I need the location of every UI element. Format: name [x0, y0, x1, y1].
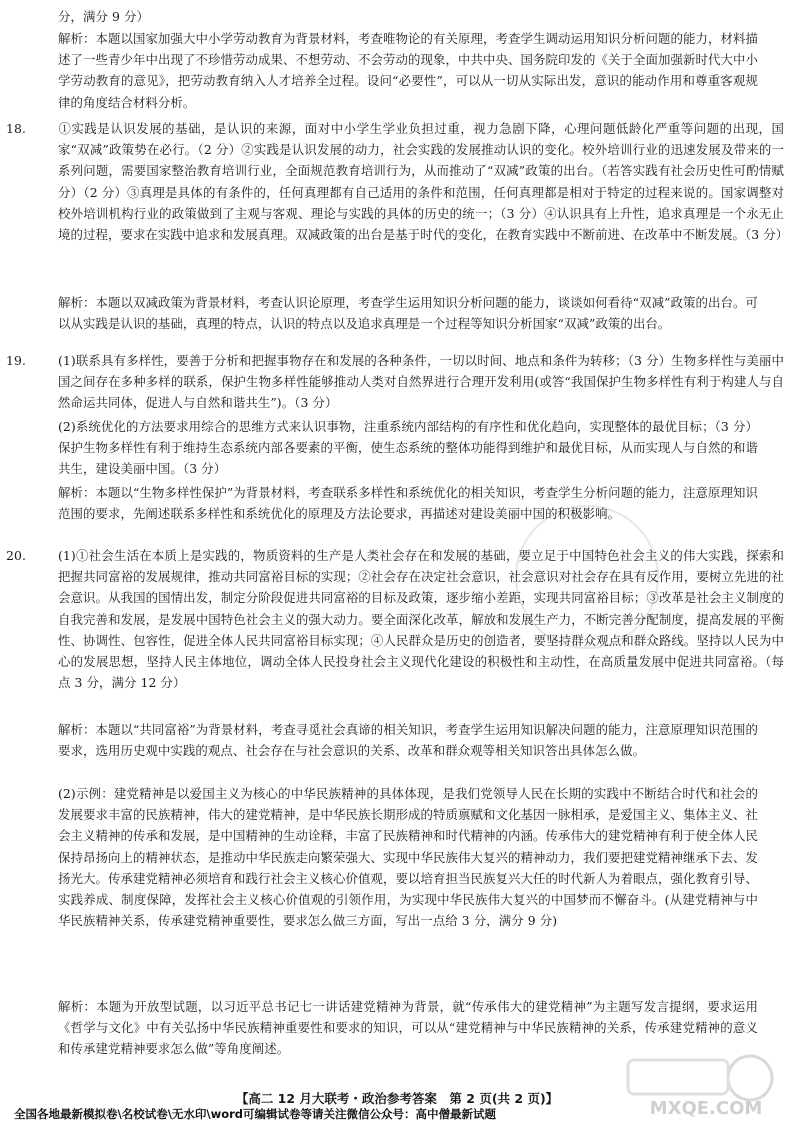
logo-text: MXQE.COM [649, 1098, 763, 1119]
q20-number: 20. [6, 548, 27, 563]
q19-part1: (1)联系具有多样性，要善于分析和把握事物存在和发展的各种条件，一切以时间、地点和条件为转移；（3 分）生物多样性与美丽中国之间存在多种多样的联系，保护生物多样性能够推动人类对自然界进行合理开发利用(或答“我国保护生物多样性有利于构建人与自然命运共同体，促进人与自然和谐共生”)。（3 分） [58, 353, 784, 411]
q19-analysis: 解析：本题以“生物多样性保护”为背景材料，考查联系多样性和系统优化的相关知识，考查学生分析问题的能力，注意原理知识范围的要求，先阐述联系多样性和系统优化的原理及方法论要求，再描述对建设美丽中国的积极影响。 [58, 485, 758, 522]
site-logo [622, 1050, 790, 1120]
q19-answer-1 [6, 350, 784, 414]
q18-answer [6, 118, 789, 245]
watermark-stamp [515, 505, 659, 649]
q19-number: 19. [6, 353, 27, 368]
q20-part2: (2)示例：建党精神是以爱国主义为核心的中华民族精神的具体体现，是我们党领导人民在长期的实践中不断结合时代和社会的发展要求丰富的民族精神，伟大的建党精神，是中华民族长期形成的特质禀赋和文化基因一脉相承，是爱国主义、集体主义、社会主义精神的传承和发展，是中国精神的生动诠释，丰富了民族精神和时代精神的内涵。传承伟大的建党精神有利于使全体人民保持昂扬向上的精神状态，是推动中华民族走向繁荣强大、实现中华民族伟大复兴的精神动力，我们要把建党精神继承下去、发扬光大。传承建党精神必须培育和践行社会主义核心价值观，要以培育担当民族复兴大任的时代新人为着眼点，强化教育引导、实践养成、制度保障，发挥社会主义核心价值观的引领作用，为实现中华民族伟大复兴的中国梦而不懈奋斗。(从建党精神与中华民族精神关系，传承建党精神重要性，要求怎么做三方面，写出一点给 3 分，满分 9 分) [58, 786, 758, 929]
q20-analysis-1: 解析：本题以“共同富裕”为背景材料，考查寻觅社会真谛的相关知识，考查学生运用知识解决问题的能力，注意原理知识范围的要求，选用历史观中实践的观点、社会存在与社会意识的关系、改革和群众观等相关知识答出具体怎么做。 [58, 722, 758, 759]
q18-analysis: 解析：本题以双减政策为背景材料，考查认识论原理，考查学生运用知识分析问题的能力，谈谈如何看待“双减”政策的出台。可以从实践是认识的基础，真理的特点，认识的特点以及追求真理是一个过程等知识分析国家“双减”政策的出台。 [58, 295, 758, 332]
q17-score-tail: 分，满分 9 分） [58, 9, 150, 24]
q20-analysis-2: 解析：本题为开放型试题，以习近平总书记七一讲话建党精神为背景，就“传承伟大的建党精神”为主题写发言提纲，要求运用《哲学与文化》中有关弘扬中华民族精神重要性和要求的知识，可以从“建党精神与中华民族精神的关系，传承建党精神的意义和传承建党精神要求怎么做”等角度阐述。 [58, 999, 758, 1057]
q18-body: ①实践是认识发展的基础，是认识的来源，面对中小学生学业负担过重，视力急剧下降，心理问题低龄化严重等问题的出现，国家“双减”政策势在必行。（2 分）②实践是认识发展的动力，社会实践的发展推动认识的变化。校外培训行业的迅速发展及带来的一系列问题，需要国家整治教育培训行业，全面规范教育培训行为，从而推动了“双减”政策的出台。（若答实践有社会历史性可酌情赋分）（2 分）③真理是具体的有条件的，任何真理都有自己适用的条件和范围，任何真理都是相对于特定的过程来说的。国家调整对校外培训机构行业的政策做到了主观与客观、理论与实践的具体的历史的统一；（3 分）④认识具有上升性，追求真理是一个永无止境的过程，要求在实践中追求和发展真理。双减政策的出台是基于时代的变化，在教育实践中不断前进、在改革中不断发展。（3 分） [58, 121, 789, 243]
q20-part1: (1)①社会生活在本质上是实践的，物质资料的生产是人类社会存在和发展的基础，要立足于中国特色社会主义的伟大实践，探索和把握共同富裕的发展规律，推动共同富裕目标的实现；②社会存在决定社会意识，社会意识对社会存在具有反作用，要树立先进的社会意识。从我国的国情出发，制定分阶段促进共同富裕的目标及政策，逐步缩小差距，实现共同富裕目标；③改革是社会主义制度的自我完善和发展，是发展中国特色社会主义的强大动力。要全面深化改革，解放和发展生产力，不断完善分配制度，提高发展的平衡性、协调性、包容性，促进全体人民共同富裕目标实现；④人民群众是历史的创造者，要坚持群众观点和群众路线。坚持以人民为中心的发展思想，坚持人民主体地位，调动全体人民投身社会主义现代化建设的积极性和主动性，在高质量发展中促进共同富裕。（每点 3 分，满分 12 分） [58, 548, 784, 691]
q19-part2: (2)系统优化的方法要求用综合的思维方式来认识事物，注重系统内部结构的有序性和优化趋向，实现整体的最优目标；（3 分）保护生物多样性有利于维持生态系统内部各要素的平衡，使生态系统的整体功能得到维护和最优目标，从而实现人与自然的和谐共生，建设美丽中国。（3 分） [58, 419, 758, 477]
page-footer: 【高二 12 月大联考・政治参考答案 第 2 页(共 2 页)】 [235, 1091, 559, 1106]
q17-analysis: 解析：本题以国家加强大中小学劳动教育为背景材料，考查唯物论的有关原理，考查学生调动运用知识分析问题的能力，材料描述了一些青少年中出现了不珍惜劳动成果、不想劳动、不会劳动的现象，中共中央、国务院印发的《关于全面加强新时代大中小学劳动教育的意见》，把劳动教育纳入人才培养全过程。设问“必要性”，可以从一切从实际出发，意识的能动作用和尊重客观规律的角度结合材料分析。 [58, 31, 758, 110]
q18-number: 18. [6, 121, 27, 136]
q20-answer-1 [6, 545, 784, 693]
bottom-notice: 全国各地最新模拟卷\名校试卷\无水印\word可编辑试卷等请关注微信公众号：高中僧最新试题 [14, 1107, 497, 1121]
